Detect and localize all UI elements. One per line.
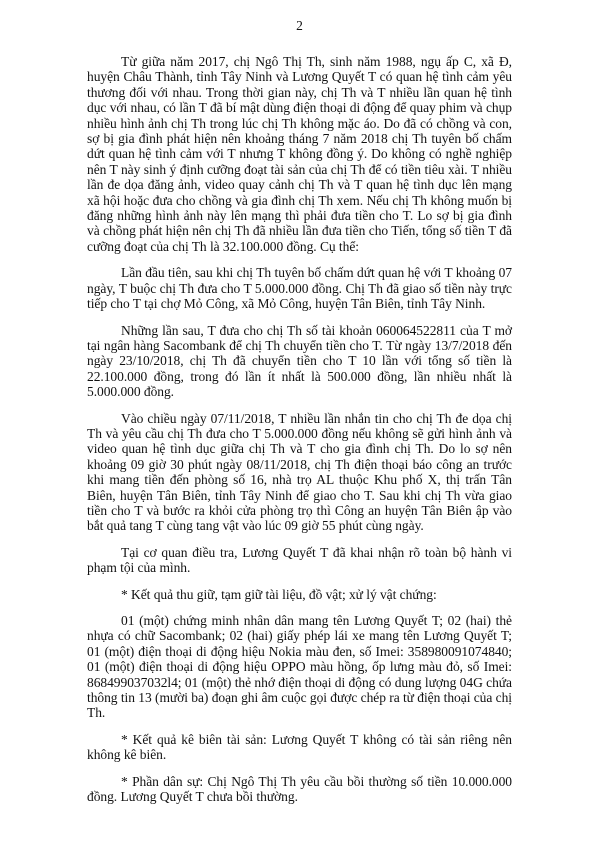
paragraph-seized-items-heading: * Kết quả thu giữ, tạm giữ tài liệu, đồ vật; xử lý vật chứng:: [121, 586, 437, 602]
paragraph-arrest: Vào chiều ngày 07/11/2018, T nhiều lần nhắn tin cho chị Th đe dọa chị Th và yêu cầu chị Th đưa cho T 5.000.000 đồng nếu không sẽ gửi hình ảnh và video quan hệ tình dục giữa chị Th và T cho gia đình chị Th. Do lo sợ nên khoảng 09 giờ 30 phút ngày 08/11/2018, chị Th điện thoại báo công an trước khi mang tiền đến phòng số 16, nhà trọ AL thuộc Khu phố X, thị trấn Tân Biên, huyện Tân Biên, tỉnh Tây Ninh để giao cho T. Sau khi chị Th vừa giao tiền cho T và bước ra khỏi cửa phòng trọ thì Công an huyện Tân Biên ập vào bắt quả tang T cùng tang vật vào lúc 09 giờ 55 phút cùng ngày.: [87, 410, 512, 534]
paragraph-asset-seizure: * Kết quả kê biên tài sản: Lương Quyết T không có tài sản riêng nên không kê biên.: [87, 731, 512, 763]
paragraph-background: Từ giữa năm 2017, chị Ngô Thị Th, sinh năm 1988, ngụ ấp C, xã Đ, huyện Châu Thành, tỉnh Tây Ninh và Lương Quyết T có quan hệ tình cảm yêu thương đối với nhau. Trong thời gian này, chị Th và T nhiều lần quan hệ tình dục với nhau, có lần T đã bí mật dùng điện thoại di động để quay phim và chụp nhiều hình ảnh chị Th trong lúc chị Th không mặc áo. Do đã có chồng và con, sợ bị gia đình phát hiện nên khoảng tháng 7 năm 2018 chị Th tuyên bố chấm dứt quan hệ tình cảm với T nhưng T không đồng ý. Do không có nghề nghiệp nên T này sinh ý định cưỡng đoạt tài sản của chị Th để có tiền tiêu xài. T nhiều lần đe dọa đăng ảnh, video quay cảnh chị Th và T quan hệ tình dục lên mạng xã hội hoặc đưa cho chồng và gia đình chị Th xem. Nếu chị Th không muốn bị đăng những hình ảnh này lên mạng thì phải đưa tiền cho T. Lo sợ bị gia đình và chồng phát hiện nên chị Th đã nhiều lần đưa tiền cho Tiến, tổng số tiền T đã cưỡng đoạt của chị Th là 32.100.000 đồng. Cụ thể:: [87, 54, 512, 254]
paragraph-bank-transfers: Những lần sau, T đưa cho chị Th số tài khoản 060064522811 của T mở tại ngân hàng Sacombank để chị Th chuyển tiền cho T. Từ ngày 13/7/2018 đến ngày 23/10/2018, chị Th đã chuyển tiền cho T 10 lần với tổng số tiền là 22.100.000 đồng, trong đó lần ít nhất là 500.000 đồng, lần nhiều nhất là 5.000.000 đồng.: [87, 322, 512, 400]
page-number: 2: [296, 18, 303, 33]
paragraph-civil-claim: * Phần dân sự: Chị Ngô Thị Th yêu cầu bồi thường số tiền 10.000.000 đồng. Lương Quyết T chưa bồi thường.: [87, 773, 512, 805]
paragraph-seized-items: 01 (một) chứng minh nhân dân mang tên Lương Quyết T; 02 (hai) thẻ nhựa có chữ Sacombank; 02 (hai) giấy phép lái xe mang tên Lương Quyết T; 01 (một) điện thoại di động hiệu Nokia màu đen, số Imei: 358980091074840; 01 (một) điện thoại di động hiệu OPPO màu hồng, ốp lưng màu đỏ, số Imei: 868499037032l4; 01 (một) thẻ nhớ điện thoại di động có dung lượng 04G chứa thông tin 13 (mười ba) đoạn ghi âm cuộc gọi được chép ra từ điện thoại của chị Th.: [87, 613, 512, 721]
paragraph-confession: Tại cơ quan điều tra, Lương Quyết T đã khai nhận rõ toàn bộ hành vi phạm tội của mình.: [87, 544, 512, 576]
paragraph-first-extortion: Lần đầu tiên, sau khi chị Th tuyên bố chấm dứt quan hệ với T khoảng 07 ngày, T buộc chị Th đưa cho T 5.000.000 đồng. Chị Th đã giao số tiền này trực tiếp cho T tại chợ Mỏ Công, xã Mỏ Công, huyện Tân Biên, tỉnh Tây Ninh.: [87, 265, 512, 312]
